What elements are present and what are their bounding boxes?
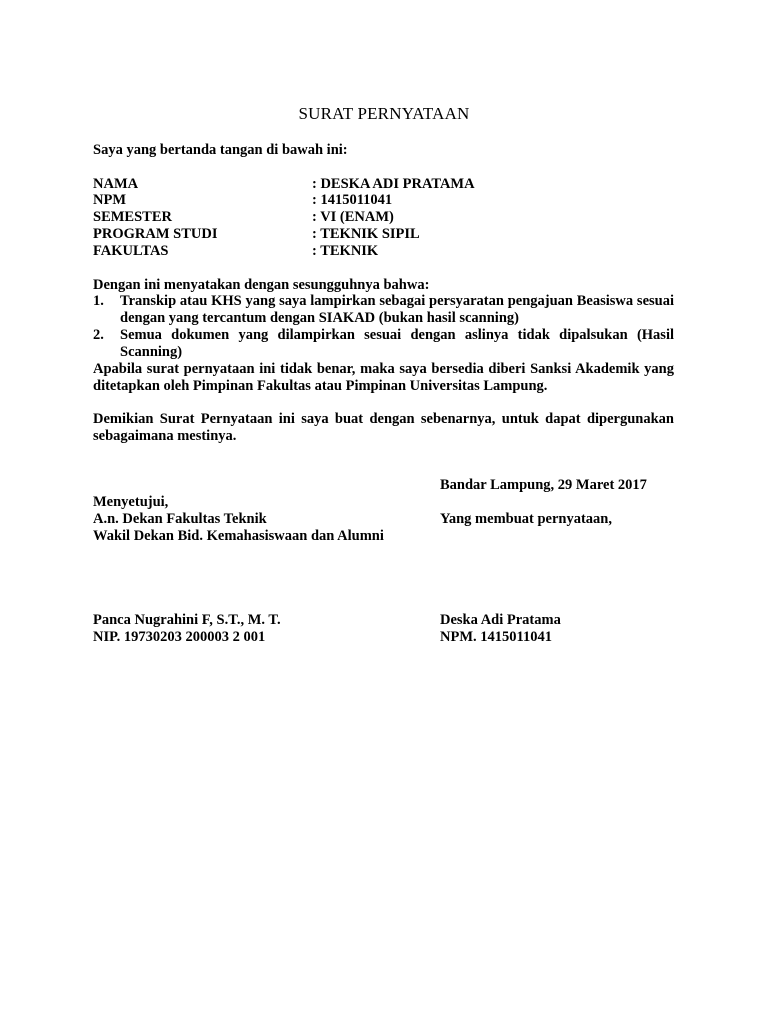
sanction-paragraph: Apabila surat pernyataan ini tidak benar, maka saya bersedia diberi Sanksi Akademik yang ditetapkan oleh Pimpinan Fakultas atau Pimpinan Universitas Lampung. xyxy=(93,361,674,394)
identity-label-semester: SEMESTER xyxy=(93,209,172,225)
statement-item xyxy=(93,293,674,327)
identity-label-nama: NAMA xyxy=(93,176,139,192)
declarant-label: Yang membuat pernyataan, xyxy=(440,511,612,527)
declarant-name: Deska Adi Pratama xyxy=(440,612,561,628)
intro-text: Saya yang bertanda tangan di bawah ini: xyxy=(93,142,348,158)
identity-label-program-studi: PROGRAM STUDI xyxy=(93,226,218,242)
place-date: Bandar Lampung, 29 Maret 2017 xyxy=(440,477,647,493)
approver-name: Panca Nugrahini F, S.T., M. T. xyxy=(93,612,281,628)
identity-label-npm: NPM xyxy=(93,192,127,208)
identity-value-nama: : DESKA ADI PRATAMA xyxy=(312,176,475,192)
statement-number: 2. xyxy=(93,327,104,343)
identity-value-fakultas: : TEKNIK xyxy=(312,243,379,259)
document-title: SURAT PERNYATAAN xyxy=(298,104,470,123)
approver-position: Wakil Dekan Bid. Kemahasiswaan dan Alumni xyxy=(93,528,384,544)
declarant-npm: NPM. 1415011041 xyxy=(440,629,552,645)
statement-intro: Dengan ini menyatakan dengan sesungguhnya bahwa: xyxy=(93,277,430,293)
closing-paragraph: Demikian Surat Pernyataan ini saya buat dengan sebenarnya, untuk dapat dipergunakan sebagaimana mestinya. xyxy=(93,411,674,444)
statement-item xyxy=(93,327,674,361)
identity-value-npm: : 1415011041 xyxy=(312,192,393,208)
statement-text: Transkip atau KHS yang saya lampirkan sebagai persyaratan pengajuan Beasiswa sesuai dengan yang tercantum dengan SIAKAD (bukan hasil scanning) xyxy=(120,293,674,326)
approver-nip: NIP. 19730203 200003 2 001 xyxy=(93,629,266,645)
identity-label-fakultas: FAKULTAS xyxy=(93,243,169,259)
approver-role: A.n. Dekan Fakultas Teknik xyxy=(93,511,267,527)
identity-value-semester: : VI (ENAM) xyxy=(312,209,394,225)
identity-value-program-studi: : TEKNIK SIPIL xyxy=(312,226,420,242)
statement-number: 1. xyxy=(93,293,104,309)
statement-text: Semua dokumen yang dilampirkan sesuai dengan aslinya tidak dipalsukan (Hasil Scanning) xyxy=(120,327,674,360)
approval-label: Menyetujui, xyxy=(93,494,169,510)
